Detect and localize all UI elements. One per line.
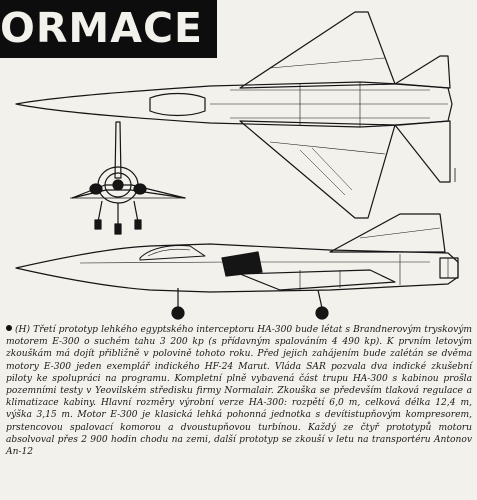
article-body: Třetí prototyp lehkého egyptského interceptoru HA-300 bude létat s Brandnerovým tryskovým motorem E-300 o suchém tahu 3 200 kp (s přídavným spalováním 4 490 kp). K prvním letovým zkouškám má dojít přibližně v polovině tohoto roku. Před jejich zahájením bude zalétán se dvěma motory E-300 jeden exemplář indického HF-24 Marut. Vláda SAR pozvala dva indické zkušební piloty ke spolupráci na programu. Kompletní plně vybavená část trupu HA-300 s kabinou prošla pozemními testy v Yeovilském středisku firmy Normalair. Zkouška se především tlaková regulace a klimatizace kabiny. Hlavní rozměry výrobní verze HA-300: rozpětí 6,0 m, celková délka 12,4 m, výška 3,15 m. Motor E-300 je klasická lehká pohonná jednotka s devítistupňovým kompresorem, prstencovou spalovací komorou a dvoustupňovou turbínou. Každý ze čtyř prototypů motoru absolvoval přes 2 900 hodin chodu na zemi, další prototyp se zkouší v letu na transportéru Antonov An-12	[6, 325, 472, 458]
aircraft-top-view	[16, 12, 455, 218]
article-ref: (H)	[15, 325, 31, 335]
article-text	[6, 324, 472, 458]
bullet-icon	[6, 325, 12, 331]
section-title: ORMACE	[0, 4, 204, 52]
aircraft-front-view	[70, 122, 186, 234]
aircraft-side-view	[16, 214, 458, 319]
